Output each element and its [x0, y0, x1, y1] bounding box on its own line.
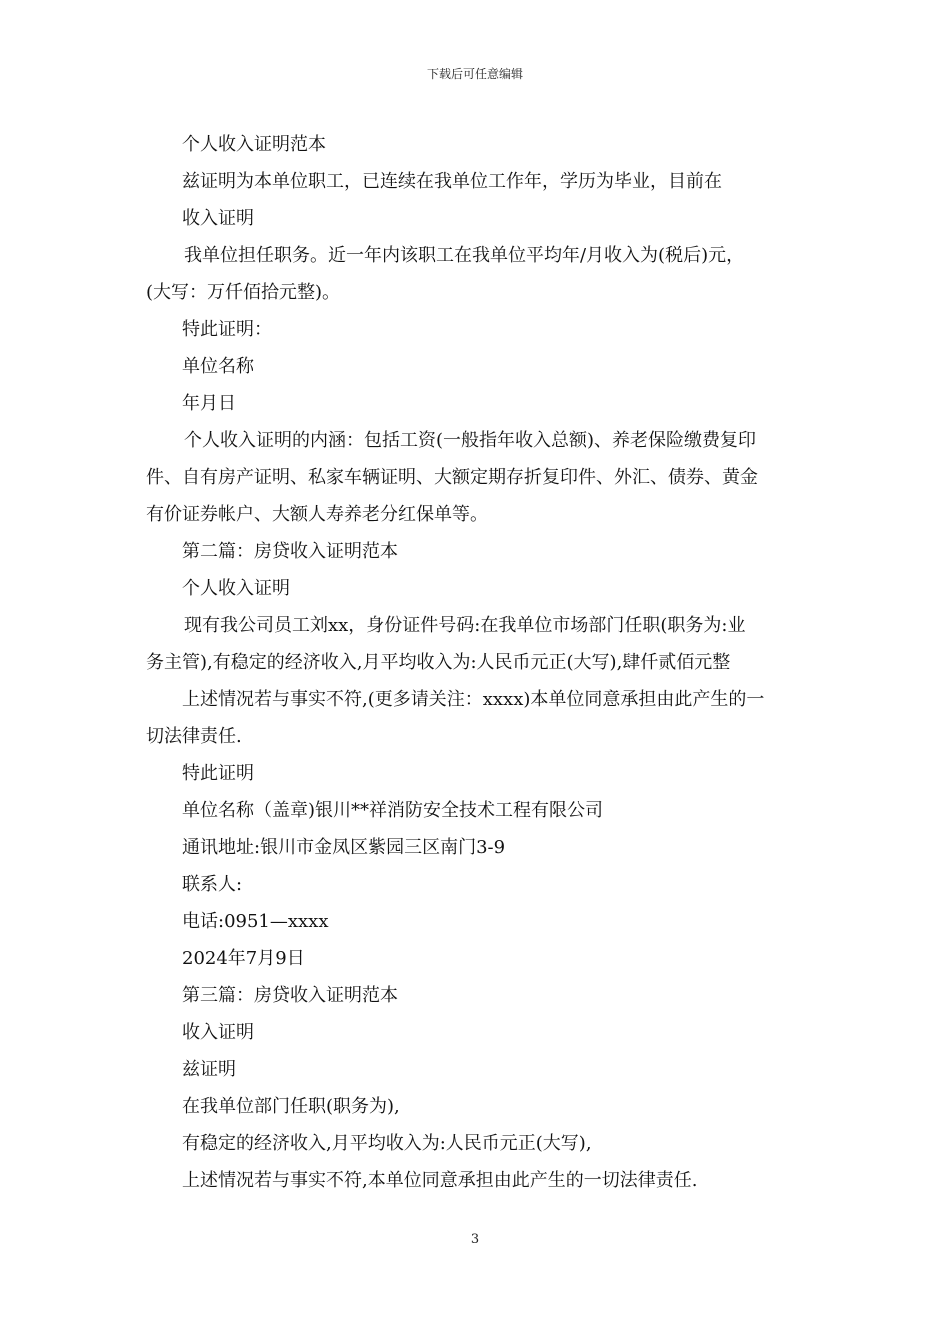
- doc-line: (大写：万仟佰拾元整)。: [146, 282, 341, 303]
- doc-line: 我单位担任职务。近一年内该职工在我单位平均年/月收入为(税后)元，: [184, 245, 745, 266]
- doc-line: 兹证明为本单位职工，已连续在我单位工作年，学历为毕业，目前在: [182, 171, 722, 192]
- doc-line: 特此证明: [182, 763, 254, 784]
- page-header: 下载后可任意编辑: [426, 67, 523, 81]
- doc-line: 个人收入证明: [182, 578, 290, 599]
- doc-line: 个人收入证明范本: [182, 134, 326, 155]
- doc-line: 兹证明: [182, 1059, 236, 1080]
- doc-line: 有价证券帐户、大额人寿养老分红保单等。: [146, 504, 488, 525]
- doc-line: 第二篇：房贷收入证明范本: [182, 541, 398, 562]
- doc-line: 通讯地址:银川市金凤区紫园三区南门3-9: [182, 837, 506, 858]
- doc-line: 联系人:: [182, 874, 243, 895]
- doc-line: 有稳定的经济收入,月平均收入为:人民币元正(大写),: [182, 1133, 592, 1154]
- doc-line: 切法律责任.: [146, 726, 242, 747]
- doc-line: 收入证明: [182, 1022, 254, 1043]
- doc-line: 单位名称（盖章)银川**祥消防安全技术工程有限公司: [182, 800, 604, 821]
- doc-line: 现有我公司员工刘xx，身份证件号码:在我单位市场部门任职(职务为:业: [184, 615, 746, 636]
- doc-line: 2024年7月9日: [182, 948, 305, 969]
- doc-line: 在我单位部门任职(职务为),: [182, 1096, 400, 1117]
- doc-line: 特此证明：: [182, 319, 272, 340]
- doc-line: 单位名称: [182, 356, 254, 377]
- doc-line: 年月日: [182, 393, 236, 414]
- doc-line: 务主管),有稳定的经济收入,月平均收入为:人民币元正(大写),肆仟贰佰元整: [146, 652, 731, 673]
- doc-line: 个人收入证明的内涵：包括工资(一般指年收入总额)、养老保险缴费复印: [184, 430, 757, 451]
- document-body: [146, 126, 810, 1199]
- doc-line: 第三篇：房贷收入证明范本: [182, 985, 398, 1006]
- doc-line: 收入证明: [182, 208, 254, 229]
- doc-line: 上述情况若与事实不符,本单位同意承担由此产生的一切法律责任.: [182, 1170, 698, 1191]
- doc-line: 件、自有房产证明、私家车辆证明、大额定期存折复印件、外汇、债券、黄金: [146, 467, 758, 488]
- doc-line: 电话:0951—xxxx: [182, 911, 329, 932]
- doc-line: 上述情况若与事实不符,(更多请关注：xxxx)本单位同意承担由此产生的一: [182, 689, 765, 710]
- page-number: 3: [470, 1232, 480, 1247]
